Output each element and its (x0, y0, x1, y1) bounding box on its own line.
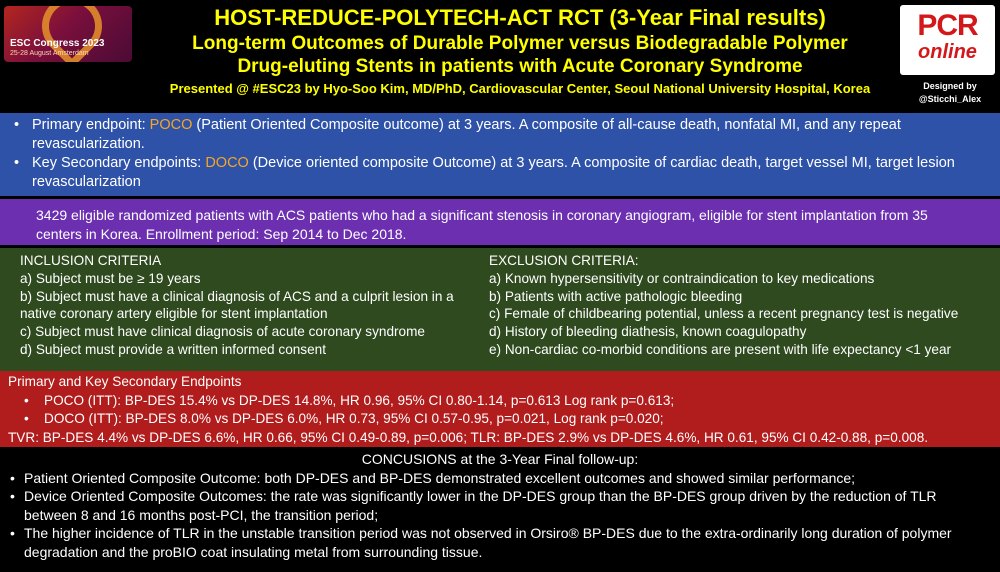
results-section (0, 371, 1000, 447)
population-section (0, 199, 1000, 245)
inclusion-title: INCLUSION CRITERIA (20, 253, 162, 268)
subtitle-line-2: Drug-eluting Stents in patients with Acute Coronary Syndrome (237, 56, 803, 77)
esc-logo-subtitle: 25-28 August Amsterdam (10, 50, 89, 57)
inclusion-item: b) Subject must have a clinical diagnosis of ACS and a culprit lesion in a native coronary artery eligible for stent implantation (20, 288, 454, 322)
conclusion-item (8, 524, 992, 561)
designed-by-label: Designed by (923, 81, 977, 91)
exclusion-item: e) Non-cardiac co-morbid conditions are present with life expectancy <1 year (489, 341, 952, 357)
bullet-icon: • (10, 525, 15, 541)
bullet-icon: • (10, 469, 15, 486)
primary-endpoint-text: (Patient Oriented Composite outcome) at 3 years. A composite of all-cause death, nonfatal MI, and any repeat revascularization. (32, 117, 901, 152)
primary-endpoint-prefix: Primary endpoint: (32, 117, 150, 133)
criteria-section (0, 248, 1000, 371)
bullet-icon: • (24, 392, 29, 408)
primary-endpoint (10, 116, 992, 154)
conclusions-section (0, 448, 1000, 572)
header (0, 0, 1000, 113)
conclusion-text: Patient Oriented Composite Outcome: both DP-DES and BP-DES demonstrated excellent outcomes and showed similar performance; (24, 469, 856, 486)
subtitle-line-1: Long-term Outcomes of Durable Polymer versus Biodegradable Polymer (192, 33, 848, 54)
inclusion-item: c) Subject must have clinical diagnosis of acute coronary syndrome (20, 324, 425, 340)
bullet-icon: • (14, 155, 20, 171)
exclusion-item: a) Known hypersensitivity or contraindication to key medications (489, 270, 875, 286)
pcr-logo-online: online (918, 41, 977, 63)
exclusion-criteria (489, 252, 995, 359)
esc-logo-title: ESC Congress 2023 (10, 38, 105, 49)
inclusion-item: d) Subject must provide a written informed consent (20, 341, 327, 357)
results-title: Primary and Key Secondary Endpoints (8, 374, 242, 389)
esc-congress-logo (4, 6, 132, 62)
conclusion-item (8, 487, 992, 524)
poco-highlight: POCO (149, 117, 193, 133)
exclusion-item: b) Patients with active pathologic bleeding (489, 288, 743, 304)
poco-result (8, 392, 994, 411)
endpoints-section (0, 113, 1000, 196)
pcr-logo-text: PCR (917, 9, 978, 42)
population-text: 3429 eligible randomized patients with ACS patients who had a significant stenosis in coronary angiogram, eligible for stent implantation from 35 centers in Korea. Enrollment period: Sep 2014 to Dec 2018. (36, 207, 928, 242)
doco-result-text: DOCO (ITT): BP-DES 8.0% vs DP-DES 6.0%, HR 0.73, 95% CI 0.57-0.95, p=0.021, Log rank p=0.020; (44, 411, 664, 426)
inclusion-item: a) Subject must be ≥ 19 years (20, 270, 201, 286)
bullet-icon: • (14, 117, 20, 133)
secondary-endpoint-text: (Device oriented composite Outcome) at 3 years. A composite of cardiac death, target vessel MI, target lesion revascularization (32, 155, 955, 190)
title-block (140, 4, 900, 98)
exclusion-item: c) Female of childbearing potential, unless a recent pregnancy test is negative (489, 306, 959, 322)
secondary-endpoint (10, 154, 992, 192)
poco-result-text: POCO (ITT): BP-DES 15.4% vs DP-DES 14.8%, HR 0.96, 95% CI 0.80-1.14, p=0.613 Log rank p=0.613; (44, 392, 675, 408)
designer-credit (900, 80, 1000, 106)
designer-handle: @Sticchi_Alex (918, 94, 982, 104)
bullet-icon: • (24, 411, 29, 426)
exclusion-item: d) History of bleeding diathesis, known coagulopathy (489, 324, 807, 340)
tvr-tlr-result: TVR: BP-DES 4.4% vs DP-DES 6.6%, HR 0.66, 95% CI 0.49-0.89, p=0.006; TLR: BP-DES 2.9% vs DP-DES 4.6%, HR 0.61, 95% CI 0.42-0.88, p=0.008. (8, 429, 929, 445)
conclusions-title: CONCUSIONS at the 3-Year Final follow-up: (361, 451, 639, 467)
conclusion-text: Device Oriented Composite Outcomes: the rate was significantly lower in the DP-DES group than the BP-DES group driven by the reduction of TLR between 8 and 16 months post-PCI, the transition period; (24, 488, 937, 523)
doco-highlight: DOCO (205, 155, 249, 171)
pcr-online-logo (900, 5, 995, 75)
conclusion-item (8, 469, 992, 488)
secondary-endpoint-prefix: Key Secondary endpoints: (32, 155, 206, 171)
presenter-line: Presented @ #ESC23 by Hyo-Soo Kim, MD/PhD, Cardiovascular Center, Seoul National University Hospital, Korea (169, 81, 871, 96)
bullet-icon: • (10, 488, 15, 504)
conclusion-text: The higher incidence of TLR in the unstable transition period was not observed in Orsiro® BP-DES due to the extra-ordinarily long duration of polymer degradation and the proBIO coat insulating metal from surrounding tissue. (24, 525, 952, 560)
page-title: HOST-REDUCE-POLYTECH-ACT RCT (3-Year Final results) (214, 5, 826, 30)
exclusion-title: EXCLUSION CRITERIA: (489, 253, 639, 268)
inclusion-criteria (20, 252, 480, 359)
doco-result (8, 410, 994, 429)
